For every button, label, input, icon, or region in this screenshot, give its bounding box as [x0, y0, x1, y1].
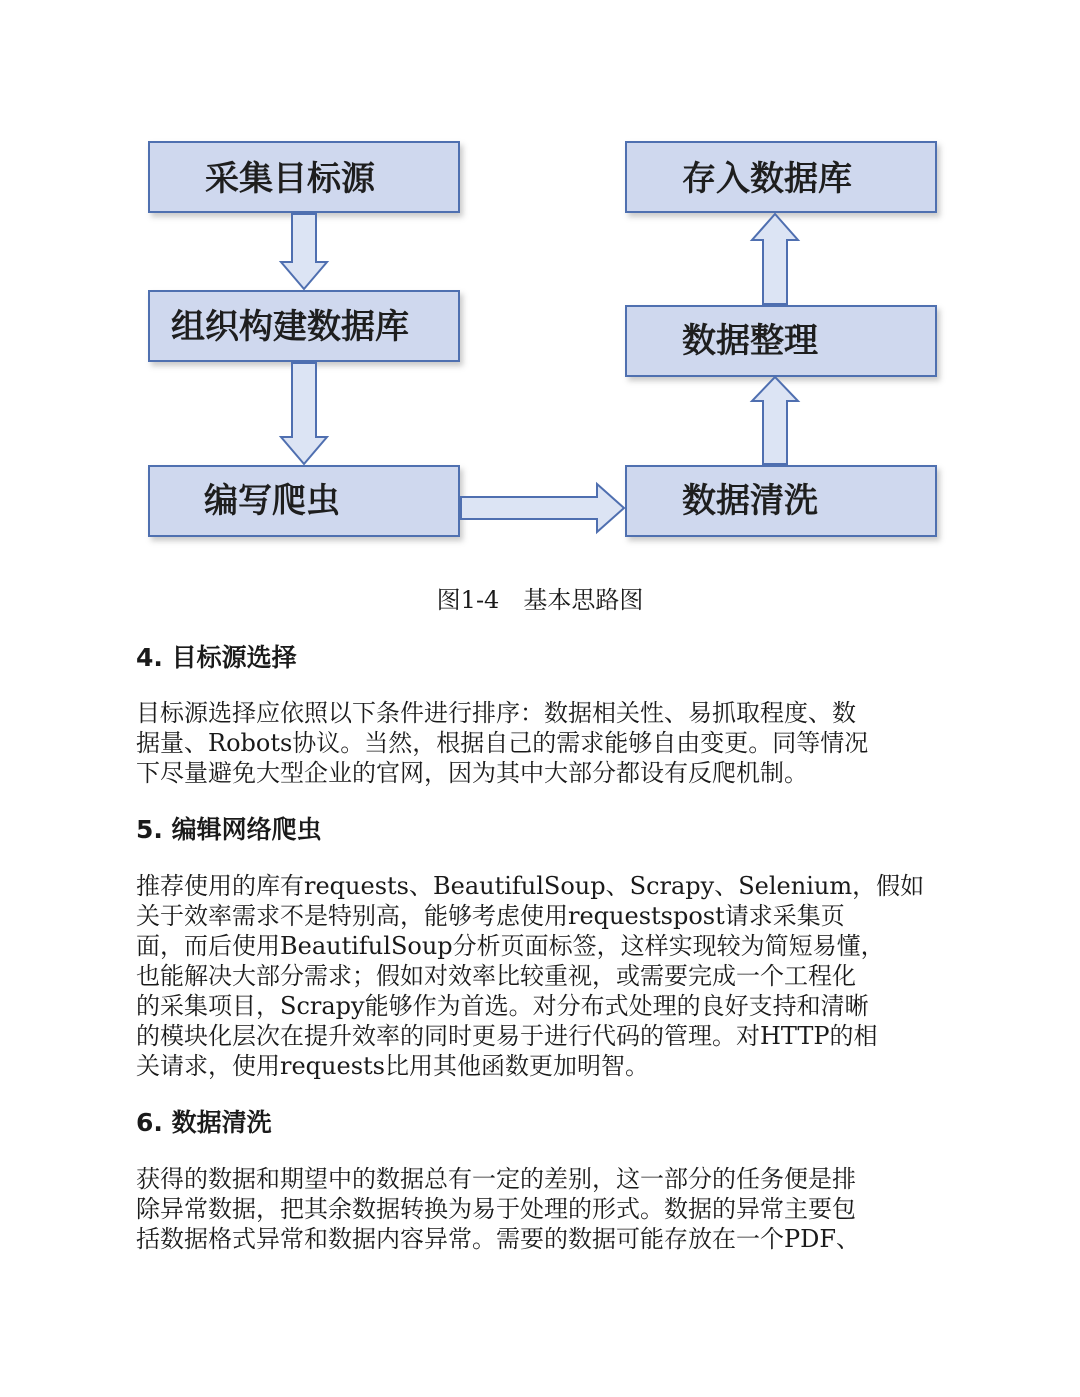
- text-line: 下尽量避免大型企业的官网，因为其中大部分都设有反爬机制。: [136, 759, 808, 787]
- box-write-crawler: [149, 466, 459, 536]
- box-arrange-label: 数据整理: [682, 321, 818, 361]
- flowchart-diagram: [0, 0, 1080, 570]
- text-line: 面，而后使用BeautifulSoup分析页面标签，这样实现较为简短易懂，: [136, 932, 885, 960]
- text-line: 关于效率需求不是特别高，能够考虑使用requestspost请求采集页: [136, 902, 845, 930]
- figure-caption: 图1-4 基本思路图: [436, 586, 644, 614]
- section-heading-4: 4. 目标源选择: [136, 643, 297, 672]
- arrow-up-2: [752, 214, 798, 304]
- text-line: 目标源选择应依照以下条件进行排序：数据相关性、易抓取程度、数: [136, 699, 856, 727]
- box-organize-database: [149, 291, 459, 361]
- text-line: 除异常数据，把其余数据转换为易于处理的形式。数据的异常主要包: [136, 1195, 856, 1223]
- arrow-up-1: [752, 377, 798, 464]
- section-heading-6: 6. 数据清洗: [136, 1108, 272, 1137]
- box-store-database: [626, 142, 936, 212]
- box-clean-label: 数据清洗: [682, 481, 818, 521]
- text-line: 的模块化层次在提升效率的同时更易于进行代码的管理。对HTTP的相: [136, 1022, 878, 1050]
- arrow-down-1: [281, 214, 327, 289]
- text-line: 获得的数据和期望中的数据总有一定的差别，这一部分的任务便是排: [136, 1165, 856, 1193]
- box-store-label: 存入数据库: [682, 159, 852, 199]
- arrow-down-2: [281, 363, 327, 464]
- box-collect-label: 采集目标源: [205, 159, 375, 199]
- box-organize-label: 组织构建数据库: [171, 307, 409, 347]
- text-line: 关请求，使用requests比用其他函数更加明智。: [136, 1052, 649, 1080]
- section-body-6: [136, 1164, 936, 1254]
- box-collect-target-source: [149, 142, 459, 212]
- text-line: 据量、Robots协议。当然，根据自己的需求能够自由变更。同等情况: [136, 729, 869, 757]
- arrow-right: [461, 484, 624, 532]
- section-heading-5: 5. 编辑网络爬虫: [136, 815, 322, 844]
- section-body-5: [136, 871, 936, 1081]
- box-arrange-data: [626, 306, 936, 376]
- text-line: 推荐使用的库有requests、BeautifulSoup、Scrapy、Selenium，假如: [136, 872, 925, 900]
- text-line: 也能解决大部分需求；假如对效率比较重视，或需要完成一个工程化: [136, 962, 856, 990]
- box-clean-data: [626, 466, 936, 536]
- text-line: 的采集项目，Scrapy能够作为首选。对分布式处理的良好支持和清晰: [136, 992, 869, 1020]
- text-line: 括数据格式异常和数据内容异常。需要的数据可能存放在一个PDF、: [136, 1225, 861, 1253]
- box-crawler-label: 编写爬虫: [204, 481, 340, 521]
- section-body-4: [136, 698, 936, 788]
